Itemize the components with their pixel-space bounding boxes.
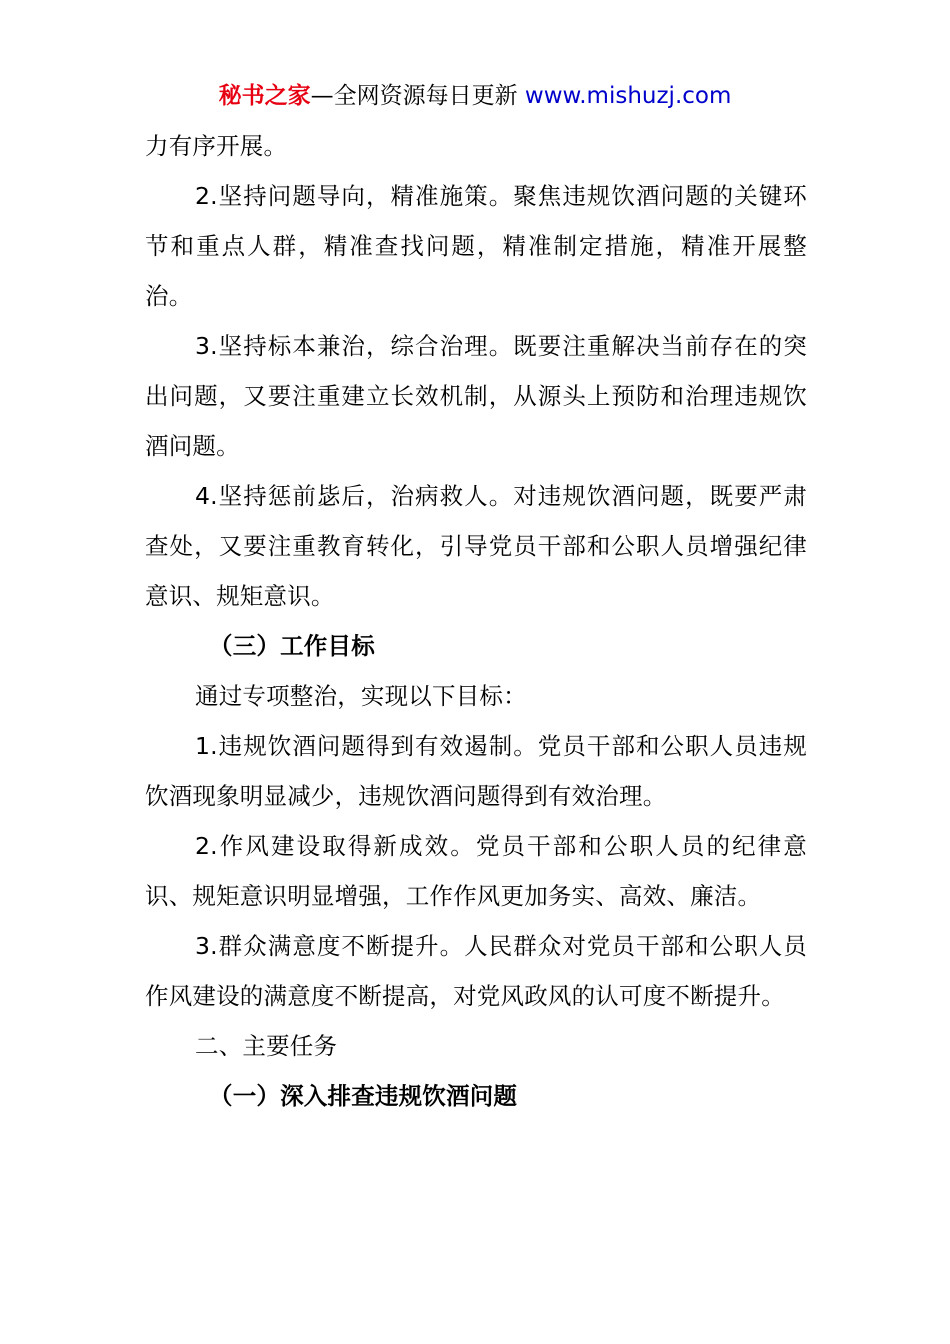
paragraph-principle-4: 4.坚持惩前毖后，治病救人。对违规饮酒问题，既要严肃查处，又要注重教育转化，引导党员干部和公职人员增强纪律意识、规矩意识。 — [145, 482, 807, 610]
paragraph-principle-3: 3.坚持标本兼治，综合治理。既要注重解决当前存在的突出问题，又要注重建立长效机制，从源头上预防和治理违规饮酒问题。 — [145, 332, 807, 460]
paragraph-goal-3: 3.群众满意度不断提升。人民群众对党员干部和公职人员作风建设的满意度不断提高，对党风政风的认可度不断提升。 — [145, 932, 807, 1010]
header-tagline: —全网资源每日更新 — [310, 83, 525, 109]
page-header — [0, 80, 950, 112]
section-heading-goals: （三）工作目标 — [209, 632, 375, 660]
section-heading-investigation: （一）深入排查违规饮酒问题 — [209, 1082, 518, 1110]
paragraph-principle-2: 2.坚持问题导向，精准施策。聚焦违规饮酒问题的关键环节和重点人群，精准查找问题，精准制定措施，精准开展整治。 — [145, 182, 807, 310]
paragraph-goal-1: 1.违规饮酒问题得到有效遏制。党员干部和公职人员违规饮酒现象明显减少，违规饮酒问题得到有效治理。 — [145, 732, 807, 810]
paragraph-continuation: 力有序开展。 — [145, 132, 288, 160]
site-url: www.mishuzj.com — [524, 83, 732, 109]
brand-name: 秘书之家 — [218, 83, 311, 109]
paragraph-goals-intro: 通过专项整治，实现以下目标： — [195, 682, 527, 710]
document-body — [145, 121, 807, 1121]
chapter-heading-main-tasks: 二、主要任务 — [195, 1032, 338, 1060]
paragraph-goal-2: 2.作风建设取得新成效。党员干部和公职人员的纪律意识、规矩意识明显增强，工作作风更加务实、高效、廉洁。 — [145, 832, 807, 910]
